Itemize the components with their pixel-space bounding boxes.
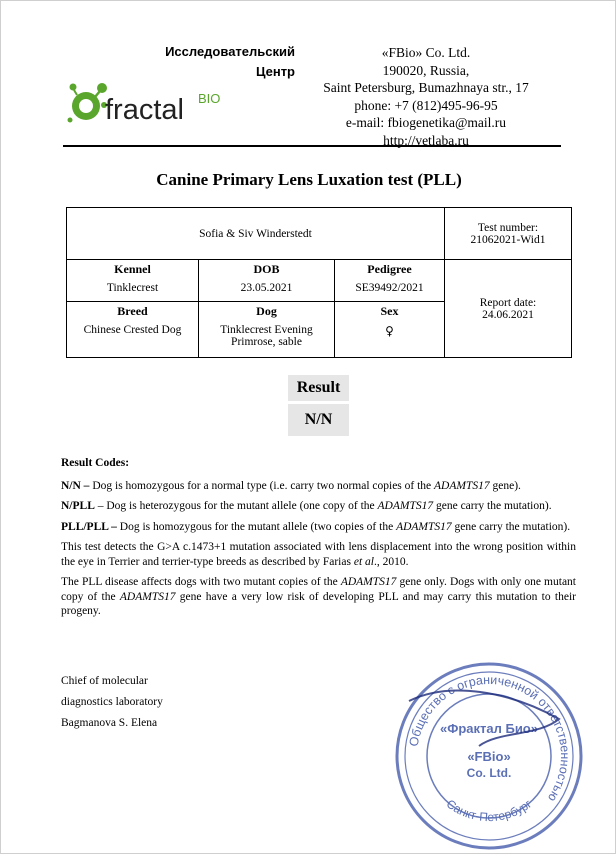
report-date-label: Report date: xyxy=(479,296,537,309)
test-detection-note: This test detects the G>A c.1473+1 mutation associated with lens displacement into the wrong position within the eye in Terrier and terrier-type breeds as described by Farias et al., 2010. xyxy=(61,541,576,568)
result-codes-section xyxy=(61,456,576,625)
contact-company: «FBio» Co. Ltd. xyxy=(381,45,471,60)
company-stamp xyxy=(389,661,589,851)
dog-info-table xyxy=(66,207,572,358)
test-number-value: 21062021-Wid1 xyxy=(470,233,546,246)
owner-name: Sofia & Siv Winderstedt xyxy=(199,227,312,240)
org-name-line2: Центр xyxy=(255,64,295,79)
breed-value: Chinese Crested Dog xyxy=(83,324,182,336)
contact-website[interactable]: http://vetlaba.ru xyxy=(383,132,469,148)
kennel-label: Kennel xyxy=(114,262,151,276)
report-date-value: 24.06.2021 xyxy=(482,308,534,321)
signer-title-line2: diagnostics laboratory xyxy=(61,696,163,708)
page-title: Canine Primary Lens Luxation test (PLL) xyxy=(156,170,462,189)
disease-note: The PLL disease affects dogs with two mutant copies of the ADAMTS17 gene only. Dogs with only one mutant copy of the ADAMTS17 gene have a very low risk of developing PLL and may carry this mutation to their progeny. xyxy=(61,576,576,617)
dog-name-line2: Primrose, sable xyxy=(231,336,302,348)
code-npll-description: N/PLL – Dog is heterozygous for the mutant allele (one copy of the ADAMTS17 gene carry the mutation). xyxy=(61,500,552,512)
code-nn: N/N – xyxy=(61,479,90,492)
result-label: Result xyxy=(288,375,349,401)
logo-molecule-icon xyxy=(68,83,108,123)
code-npll: N/PLL xyxy=(61,500,95,512)
code-pllpll-description: PLL/PLL – Dog is homozygous for the mutant allele (two copies of the ADAMTS17 gene carry the mutation). xyxy=(61,520,571,533)
pedigree-label: Pedigree xyxy=(367,262,412,276)
stamp-company-ru: «Фрактал Био» xyxy=(440,721,538,736)
code-nn-description: N/N – Dog is homozygous for a normal type (i.e. carry two normal copies of the ADAMTS17 gene). xyxy=(61,479,521,492)
header-divider xyxy=(63,145,561,147)
contact-phone: phone: +7 (812)495-96-95 xyxy=(354,97,498,113)
report-date-cell xyxy=(445,260,572,358)
stamp-company-en: «FBio» xyxy=(467,749,511,764)
dob-label: DOB xyxy=(253,262,280,276)
test-number-label: Test number: xyxy=(477,221,539,234)
logo-superscript: BIO xyxy=(198,91,221,106)
sex-cell xyxy=(335,302,445,358)
signer-name: Bagmanova S. Elena xyxy=(61,717,158,729)
pedigree-value: SE39492/2021 xyxy=(355,282,424,294)
test-number-cell xyxy=(445,208,572,260)
pedigree-cell xyxy=(335,260,445,302)
company-contacts xyxy=(301,44,551,149)
dog-label: Dog xyxy=(256,304,277,318)
result-value: N/N xyxy=(288,404,349,436)
contact-email[interactable]: e-mail: fbiogenetika@mail.ru xyxy=(345,115,507,130)
dog-cell xyxy=(199,302,335,358)
female-sex-symbol: ♀ xyxy=(385,324,394,338)
result-codes-heading: Result Codes: xyxy=(61,457,130,469)
org-name-line1: Исследовательский xyxy=(165,44,295,59)
stamp-company-type: Co. Ltd. xyxy=(466,766,512,780)
dob-cell xyxy=(199,260,335,302)
signature-block xyxy=(61,671,163,734)
sex-label: Sex xyxy=(380,304,399,318)
stamp-city: Санкт-Петербург xyxy=(443,796,535,825)
dog-name-line1: Tinklecrest Evening xyxy=(220,324,313,336)
fractal-bio-logo xyxy=(67,79,247,129)
owner-cell xyxy=(67,208,445,260)
stamp-ring-text: Общество с ограниченной ответственностью xyxy=(406,672,573,805)
code-pllpll: PLL/PLL – xyxy=(61,520,117,533)
breed-cell xyxy=(67,302,199,358)
kennel-cell xyxy=(67,260,199,302)
org-name xyxy=(145,42,295,82)
dob-value: 23.05.2021 xyxy=(240,282,293,294)
signer-title-line1: Chief of molecular xyxy=(61,675,148,687)
logo-wordmark: fractal xyxy=(105,94,184,126)
contact-address: Saint Petersburg, Bumazhnaya str., 17 xyxy=(323,80,529,95)
kennel-value: Tinklecrest xyxy=(106,282,159,294)
breed-label: Breed xyxy=(117,304,148,318)
contact-postal: 190020, Russia, xyxy=(382,62,470,78)
